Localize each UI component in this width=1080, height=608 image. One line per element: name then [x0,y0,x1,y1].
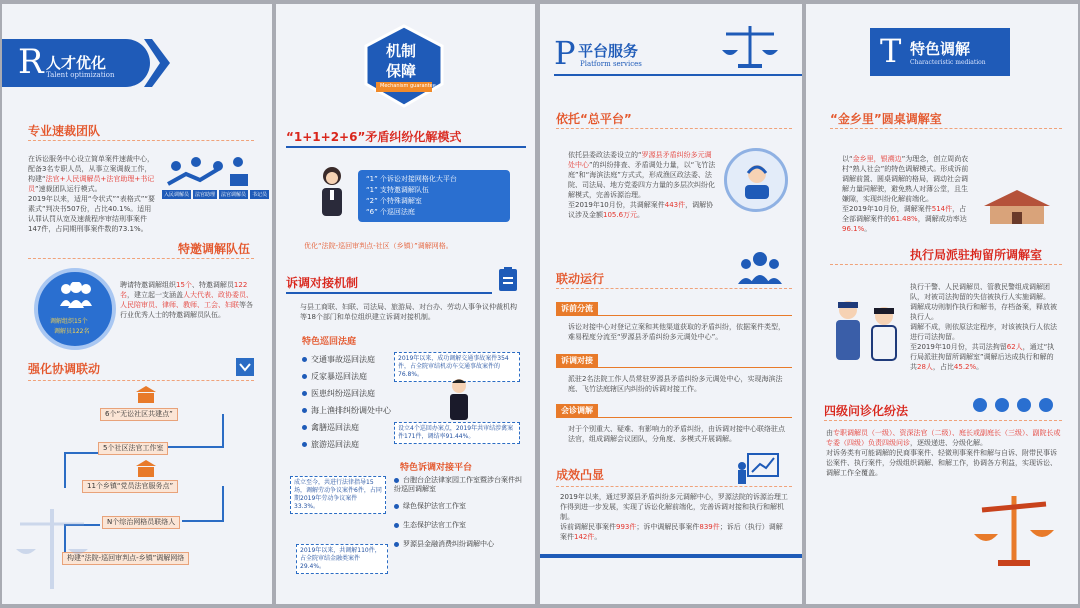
headset-person-icon [739,161,775,201]
panel1-letter: R [18,42,44,82]
badge-line1: 机制 [386,42,417,60]
main-platform-text: 依托县委政法委设立的“罗源县矛盾纠纷多元调处中心”的纠纷排查、矛盾调处力量，以“飞竹法庭”和“海滨法庭”方式式，形成渔区政法委、法院、司法局、地方党委四方力量的多层次纠纷化解模式，完善诉源治理。 至2019年10月份，共调解案件443件，调解协议涉及金额105.6万元。 [568,151,716,219]
note-finance: 2019年以来，共调解110件，占全院审结金融类案件29.4%。 [296,544,388,574]
model-item: “1” 支特邀调解队伍 [366,186,429,194]
court-item: 海上渔排纠纷调处中心 [302,405,432,422]
model-item: “6” 个巡回法庭 [366,208,415,216]
platform-item: 台胞台企法律家园工作室暨涉台案件纠纷巡回调解室 [394,476,522,493]
scales-icon [12,504,92,594]
model-items-box [358,170,510,222]
team-role-label: 法官调解员 [221,192,247,198]
tag-underline [556,367,792,368]
divider [556,288,792,289]
note-traffic: 2019年以来，成功调解交通事故案件354件，占全院审结机动车交通事故案件的76.8%。 [394,352,520,382]
panel4-subtitle: Characteristic mediation [910,59,986,66]
bullet-icon [394,478,399,483]
court-item: 交通事故巡回法庭 [302,354,432,371]
platform-title: 特色诉调对接平台 [400,463,473,473]
panel3-title: 平台服务 [578,42,639,60]
sec-title-main-platform: 依托“总平台” [556,112,632,126]
detention-mediation-text: 执行干警、人民调解员、管教民警组成调解团队，对被司法拘留的失信被执行人实施调解。 调解成功则制作执行和解书，存档备案，释放被执行人。 调解不成，则依原法定程序，对该被执行人依法进行司法拘留。 至2019年10月份，共司法拘留62人，通过“执行局派驻拘留所调解室”调解后达成执行和解的共28人，占比45.2%。 [910,283,1057,371]
person-icon [302,442,307,447]
panel3-letter: P [554,34,576,72]
model-caption: 优化“法院-巡回审判点-社区（乡镇）”调解网格。 [304,242,453,250]
building-icon [136,386,156,404]
platform-list [394,476,528,549]
circle-stat-line1: 调解组织15个 [50,318,88,325]
court-item: 反家暴巡回法庭 [302,371,432,388]
flow-step-4: N个综治网格员联络人 [102,516,180,529]
chevron-right-icon [142,39,172,87]
balance-scale-icon [972,490,1056,570]
flow-step-5: 构建“法院-巡回审判点-乡镇”调解网络 [62,552,189,565]
flow-connector [162,446,224,448]
four-level-text: 由专职调解员（一级）、资深法官（二级）、庭长或副庭长（三级）、副院长或专委（四级）负责四级问诊，逐级递进、分级化解。 对诉务类有可能调解的民商事案件、轻微刑事案件和解与自诉、附带民事诉讼案件、执行案件，分级组织调解、和解工作，协调各方利益，实现诉讼、调解工作全覆盖。 [826,429,1061,477]
bullet-icon [394,523,399,528]
model-title: “1+1+2+6”矛盾纠纷化解模式 [286,130,462,144]
panel-mechanism-guarantee [276,4,535,604]
chevron-down-icon [236,358,254,376]
team-role-label: 法官助理 [195,192,216,198]
panel4-letter: T [880,32,902,70]
people-group-icon [738,250,782,284]
sec-title-linkage: 联动运行 [556,272,605,286]
female-judge-icon [314,164,350,220]
team-role-labels [162,190,269,199]
divider [286,292,492,294]
sec-title-results: 成效凸显 [556,468,605,482]
divider [830,264,1062,265]
platform-item: 绿色保护法官工作室 [394,502,528,511]
panel-characteristic-mediation [806,4,1078,604]
village-building-icon [980,188,1054,228]
presentation-chart-icon [736,452,780,486]
bullet-icon [394,504,399,509]
team-role-label: 书记员 [252,192,268,198]
panel3-subtitle: Platform services [580,60,642,68]
special-mediators-text: 聘请特邀调解组织15个、特邀调解员122名，建立起一支涵盖人大代表、政协委员、人民陪审员、律师、教师、工会、妇联等各行业优秀人士的特邀调解员队伍。 [120,281,253,319]
police-officers-icon [826,294,906,364]
scales-of-justice-icon [720,22,780,70]
badge-subtitle: Mechanism guarantee [380,83,436,89]
flow-step-1: 6个“无讼社区共建点” [100,408,178,421]
clipboard-icon [498,266,518,292]
customer-service-icon [724,148,788,212]
sec-title-four-level: 四级问诊化纷法 [824,404,909,418]
person-icon [302,408,307,413]
panel1-title: 人才优化 [46,54,107,72]
tag-underline [556,315,792,316]
person-icon [302,357,307,362]
sec-title-speed-team: 专业速裁团队 [28,124,101,138]
sec-title-coordination: 强化协调联动 [28,362,101,376]
pre-litigation-text: 诉讼对接中心对登记立案和其他渠道获取的矛盾纠纷，依据案件类型，难易程度分流至“罗源县矛盾纠纷多元调处中心”。 [568,323,785,341]
bullet-icon [394,542,399,547]
header-underline [554,74,802,76]
litigation-mediation-text: 派驻2名法院工作人员常驻罗源县矛盾纠纷多元调处中心，实现海滨法庭、飞竹法庭辖区内纠纷的诉调对接工作。 [568,375,783,393]
divider [28,380,254,381]
court-title: 特色巡回法庭 [302,337,357,347]
flow-step-3: 11个乡镇“党员法官服务点” [82,480,178,493]
panel-platform-services [540,4,802,604]
sec-title-special-mediators: 特邀调解队伍 [178,242,251,256]
tag-underline [556,417,792,418]
divider [28,258,254,259]
platform-item: 生态保护法官工作室 [394,521,528,530]
male-judge-icon [444,376,474,422]
court-item: 医患纠纷巡回法庭 [302,388,432,405]
divider [556,486,792,487]
panel1-subtitle: Talent optimization [46,71,115,79]
panel4-title: 特色调解 [910,40,971,58]
note-taiwan: 成立至今，共进行法律指导15场，调解劳动争议案件6件，占同期2019年劳动争议案件33.3%。 [290,476,386,514]
sec-title-litigation-mediation: 诉调对接机制 [286,276,359,290]
divider [830,128,1062,129]
sec-title-detention-mediation: 执行局派驻拘留所调解室 [910,248,1043,262]
flow-step-2: 5个社区法官工作室 [98,442,168,455]
person-icon [302,374,307,379]
litigation-mediation-text: 与县工商联、妇联、司法局、旅游局、对台办、劳动人事争议仲裁机构等18个部门和单位组织建立诉调对接机制。 [300,303,517,321]
team-growth-icon [164,150,254,190]
court-item: 禽膳巡回法庭 [302,422,432,439]
award-badges-icon [970,396,1062,418]
model-item: “2” 个特殊调解室 [366,197,422,205]
consult-mediation-text: 对于个别重大、疑难、有影响力的矛盾纠纷，由诉调对接中心联络驻点法官，组成调解会议团队，分角度、多模式开展调解。 [568,425,785,443]
platform-item: 罗源县金融消费纠纷调解中心 [394,540,528,549]
footer-stripe [540,554,802,558]
divider [286,146,526,148]
model-item: “1” 个诉讼对接网格化大平台 [366,175,457,183]
building-icon [136,460,156,478]
divider [824,420,1062,421]
team-role-label: 入民调解员 [164,192,190,198]
flow-connector [64,452,66,488]
tag-consult-mediation: 会诊调解 [556,404,598,417]
sec-title-round-table: “金乡里”圆桌调解室 [830,112,942,126]
flow-connector [64,452,98,454]
divider [556,128,792,129]
divider [28,140,254,141]
note-poultry: 设立4个巡回办案点，2019年共审结涉禽案件171件，调结率91.44%。 [394,422,520,444]
flow-connector [222,486,224,520]
court-item: 旅游巡回法庭 [302,439,432,456]
tag-litigation-mediation: 诉调对接 [556,354,598,367]
results-text: 2019年以来，通过罗源县矛盾纠纷多元调解中心，罗源法院的诉源治理工作得到进一步发展，实现了诉讼化解前端化，完善诉调对接和执行和解机制。 诉前调解民事案件993件；诉中调解民事案件839件；诉后（执行）调解案件142件。 [560,493,788,541]
group-icon [58,282,94,308]
mediator-stat-circle [34,268,116,350]
speed-team-text: 在诉讼服务中心设立简单案件速裁中心，配备3名专职人员，从事立案调裁工作，构建“法官+人民调解员+法官助理+书记员”速裁团队运行模式。 2019年以来，适用“令状式”“表格式”“要素式”判决书507份，占比40.1%。适用认罪认罚从宽及速裁程序审结刑事案件147件，占同期刑事案件数的73.1%。 [28,155,155,233]
tag-pre-litigation: 诉前分流 [556,302,598,315]
flow-connector [182,520,224,522]
flow-connector [222,414,224,446]
panel-talent-optimization [2,4,272,604]
person-icon [302,391,307,396]
circle-stat-line2: 调解员122名 [54,328,90,335]
badge-line2: 保障 [386,62,417,80]
round-table-text: 以“金乡里，银溯边”为理念，创立周尚农村“熟人社会”的特色调解模式。形成诉前调解前置、圆桌调解的格局，调动社会调解力量同解驶，避免熟人对薄公堂，且生嫌隙，实现纠纷化解前端化。 至2019年10月份，调解案件514件，占全部调解案件的61.48%，调解成功率达96.1%。 [842,155,969,233]
person-icon [302,425,307,430]
